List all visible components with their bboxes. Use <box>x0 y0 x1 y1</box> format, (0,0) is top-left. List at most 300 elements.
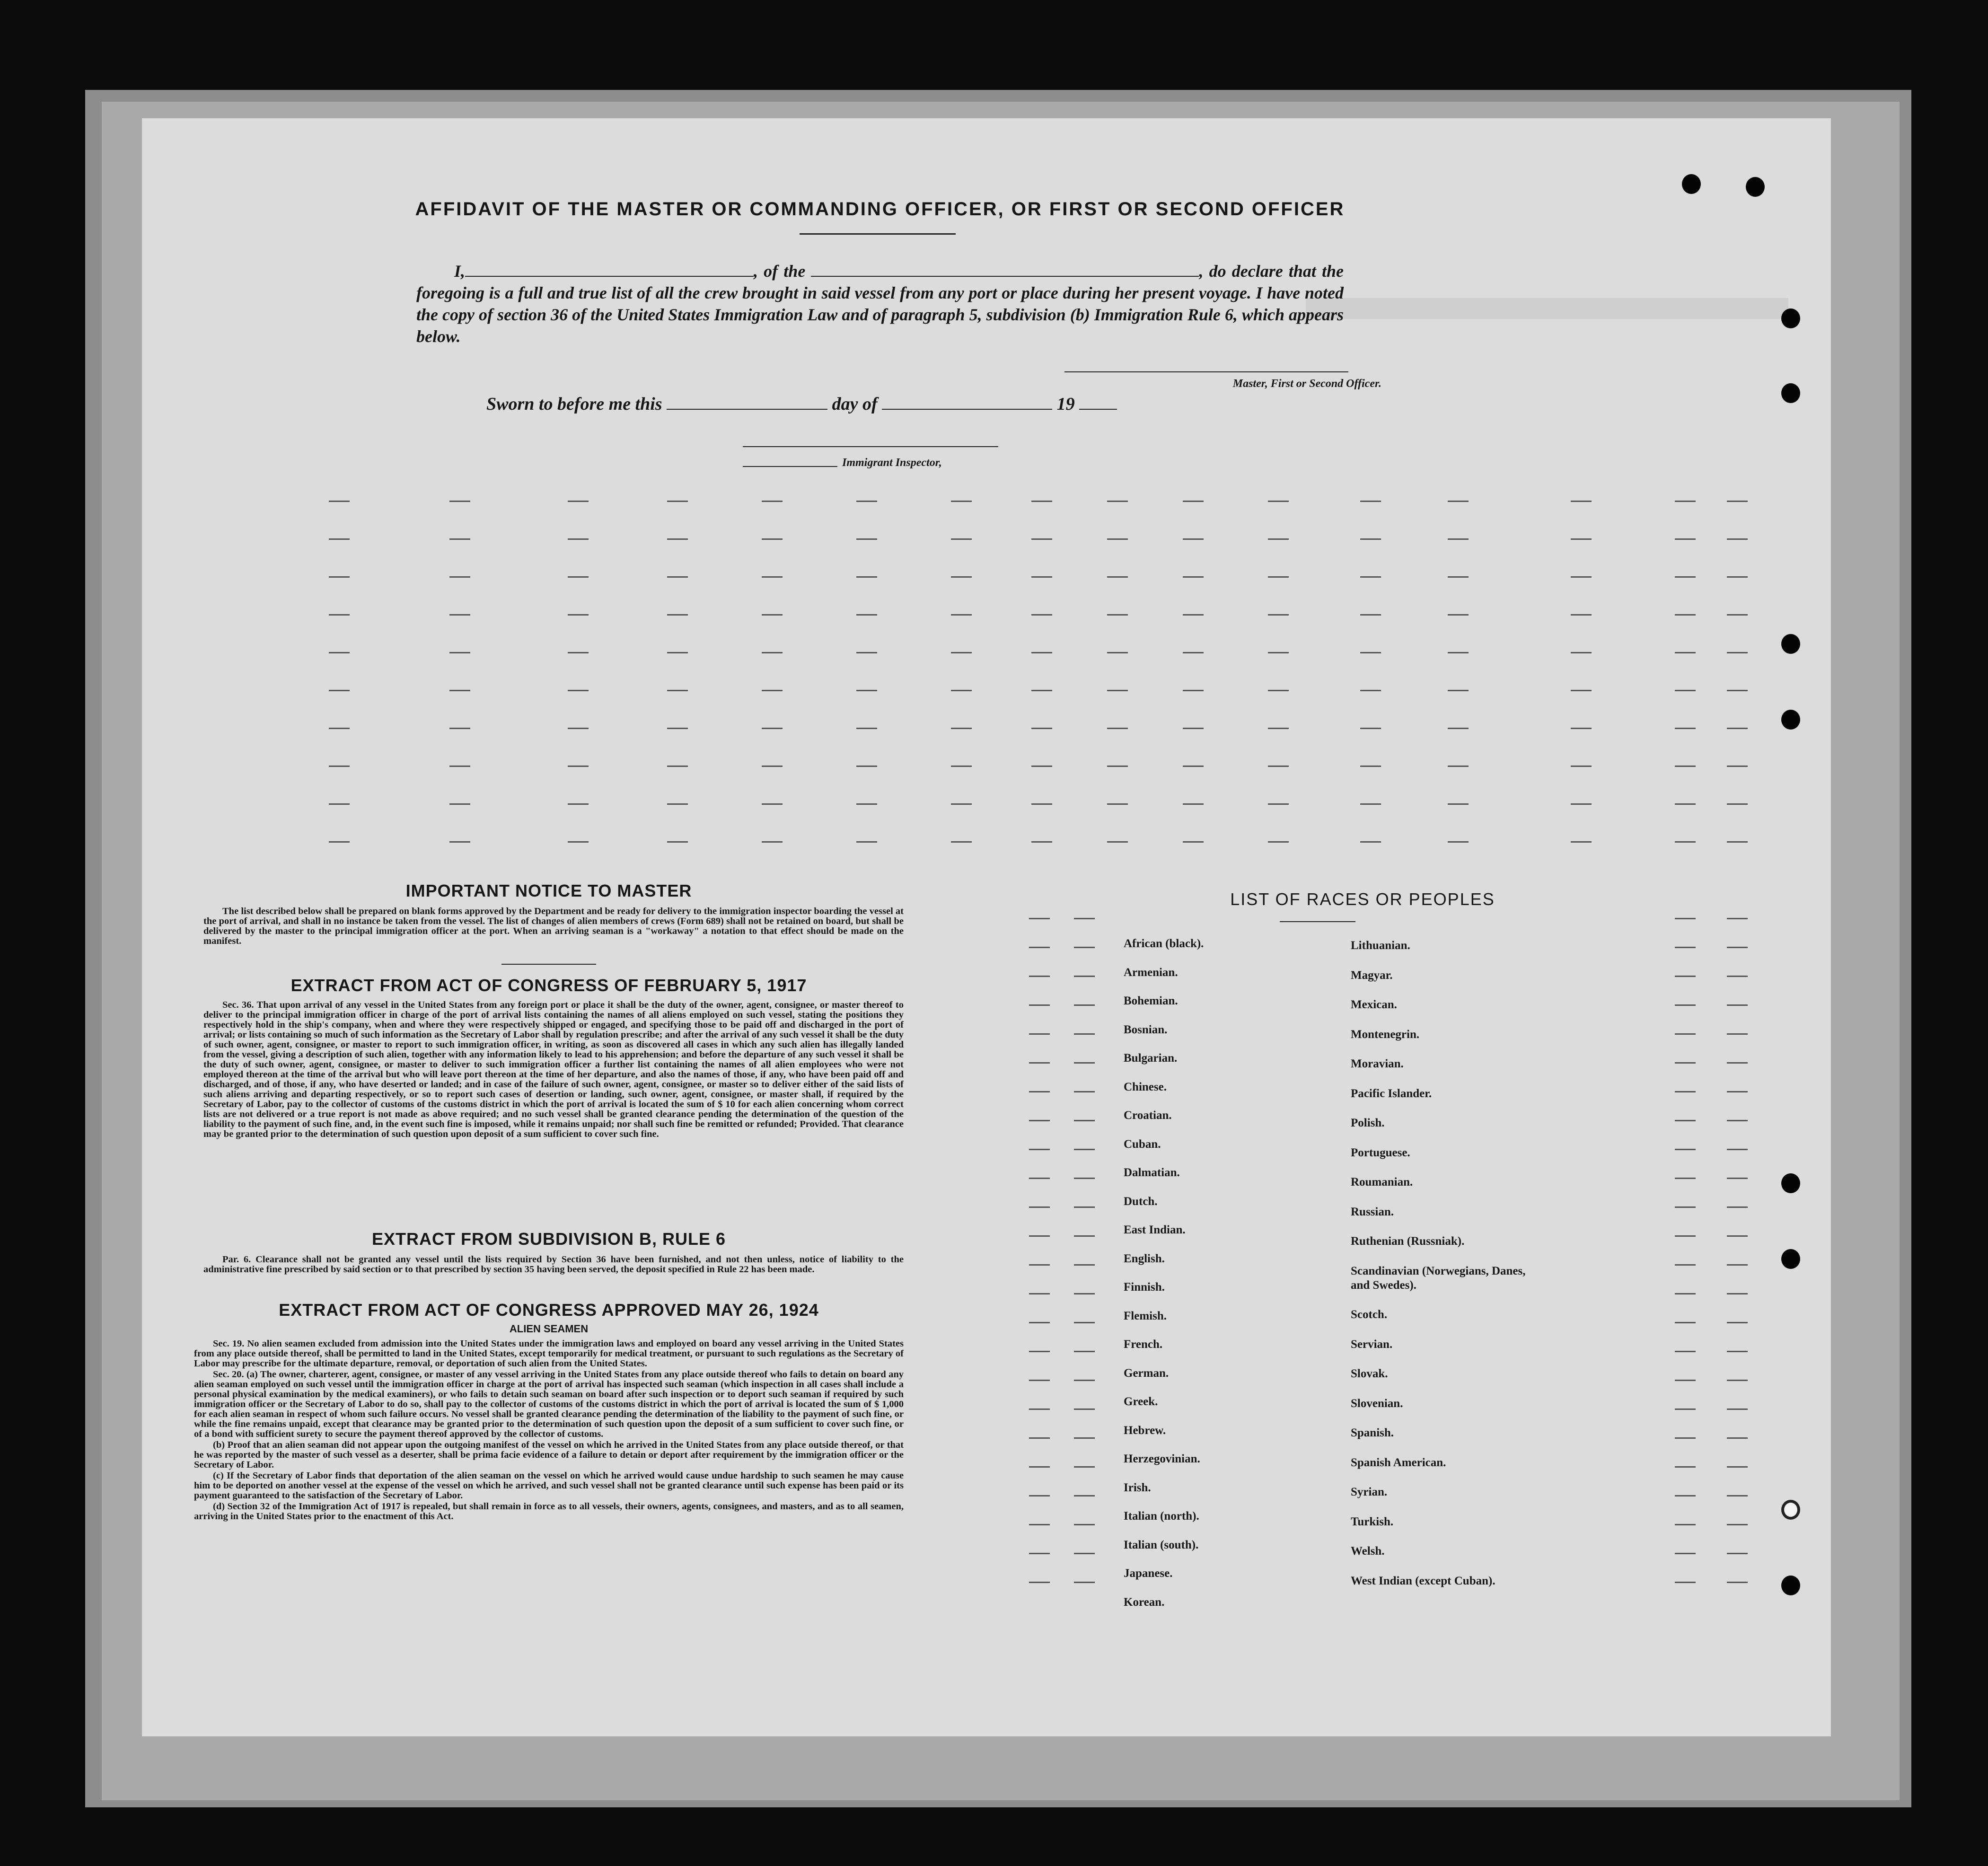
ghost-dash <box>1074 1004 1095 1006</box>
ghost-dash <box>1268 728 1289 729</box>
ghost-dash <box>1074 1178 1095 1179</box>
ghost-dash <box>1675 1033 1696 1035</box>
ghost-dash <box>1029 1178 1050 1179</box>
ghost-dash <box>449 614 470 616</box>
name-blank <box>465 262 754 277</box>
ghost-dash <box>1448 803 1469 805</box>
race-item: East Indian. <box>1124 1223 1186 1236</box>
ghost-dash <box>449 803 470 805</box>
ghost-dash <box>762 690 783 691</box>
race-item: German. <box>1124 1366 1169 1380</box>
ghost-dash <box>329 614 350 616</box>
ghost-dash <box>329 803 350 805</box>
ghost-dash <box>1183 576 1204 578</box>
ghost-dash <box>1074 1091 1095 1092</box>
act-1924-paragraph: Sec. 20. (a) The owner, charterer, agent, consignee, or master of any vessel arriving in the United States from any place outside thereof who fails to detain on board any alien seaman employed on such vessel until the immigration officer in charge at the port of arrival has inspected such seaman (which inspection in all cases shall include a personal physical examination by the medical examiners), or who fails to detain such seaman on board after such inspection or to deport such seaman if required by such immigration officer or the Secretary of Labor to do so, shall pay to the collector of customs of the customs district in which the port of arrival is located the sum of $ 1,000 for each alien seaman in respect of whom such failure occurs. No vessel shall be granted clearance pending the determination of the liability to the payment of such fine, or while the fine remains unpaid, except that clearance may be granted prior to the determination of such question upon the deposit of a sum sufficient to cover such fine, or of a bond with sufficient surety to secure the payment thereof approved by the collector of customs. <box>194 1369 904 1439</box>
ghost-dash <box>1727 1004 1748 1006</box>
ghost-dash <box>951 538 972 540</box>
ghost-dash <box>1727 1524 1748 1525</box>
ghost-dash <box>1727 976 1748 977</box>
ghost-dash <box>568 576 589 578</box>
ghost-dash <box>1675 803 1696 805</box>
ghost-dash <box>1727 803 1748 805</box>
ghost-dash <box>1675 1062 1696 1064</box>
ghost-dash <box>329 576 350 578</box>
act-1924-text <box>194 1339 904 1523</box>
ghost-dash <box>1727 1235 1748 1237</box>
ghost-dash <box>1074 976 1095 977</box>
ghost-dash <box>856 766 877 767</box>
ghost-dash <box>1727 1553 1748 1554</box>
ghost-dash <box>856 803 877 805</box>
race-item: Cuban. <box>1124 1137 1161 1151</box>
ghost-dash <box>568 652 589 653</box>
ghost-dash <box>667 803 688 805</box>
ghost-dash <box>1074 1437 1095 1439</box>
ghost-dash <box>667 538 688 540</box>
ghost-dash <box>1268 690 1289 691</box>
ghost-dash <box>1031 841 1052 843</box>
ghost-dash <box>1727 690 1748 691</box>
ghost-dash <box>1727 614 1748 616</box>
ghost-dash <box>1360 538 1381 540</box>
race-item: Servian. <box>1351 1338 1393 1351</box>
ghost-dash <box>1029 1466 1050 1468</box>
ghost-dash <box>1360 652 1381 653</box>
race-item: Lithuanian. <box>1351 939 1410 952</box>
ghost-dash <box>1675 841 1696 843</box>
ghost-dash <box>1571 766 1592 767</box>
ghost-dash <box>856 501 877 502</box>
ghost-dash <box>951 614 972 616</box>
ghost-dash <box>568 841 589 843</box>
punch-hole <box>1781 383 1800 403</box>
ghost-dash <box>329 728 350 729</box>
notice-title: IMPORTANT NOTICE TO MASTER <box>405 881 692 900</box>
ghost-dash <box>1031 728 1052 729</box>
declaration-do-declare: , do declare <box>1199 262 1283 281</box>
ghost-dash <box>1268 538 1289 540</box>
ghost-dash <box>856 841 877 843</box>
ghost-dash <box>1448 690 1469 691</box>
ghost-dash <box>1107 576 1128 578</box>
ghost-dash <box>1675 538 1696 540</box>
race-item: Greek. <box>1124 1395 1158 1408</box>
ghost-dash <box>1074 1408 1095 1410</box>
ghost-dash <box>1727 1466 1748 1468</box>
ghost-dash <box>1675 728 1696 729</box>
ghost-dash <box>1448 652 1469 653</box>
ghost-dash <box>1675 1553 1696 1554</box>
ghost-dash <box>1074 1380 1095 1381</box>
ghost-dash <box>951 728 972 729</box>
ghost-dash <box>1031 690 1052 691</box>
ghost-dash <box>1675 1582 1696 1583</box>
ghost-dash <box>1727 501 1748 502</box>
ghost-dash <box>1675 976 1696 977</box>
declaration-of-the: , of the <box>754 262 806 281</box>
ghost-dash <box>568 766 589 767</box>
race-item: Roumanian. <box>1351 1176 1413 1188</box>
ghost-dash <box>856 652 877 653</box>
ghost-dash <box>1675 1408 1696 1410</box>
ghost-dash <box>1029 1380 1050 1381</box>
notice-text <box>203 907 904 947</box>
ghost-dash <box>1727 576 1748 578</box>
sworn-year: 19 <box>1056 394 1075 414</box>
declaration-body: that the foregoing is a full and true list of all the crew brought in said vessel from any port or place during her present voyage. I have noted the copy of section 36 of the United States Immigration Law and of paragraph 5, subdivision (b) Immigration Rule 6, which appears below. <box>416 262 1344 346</box>
sworn-line <box>486 394 1243 414</box>
punch-hole <box>1781 1500 1800 1520</box>
ghost-dash <box>1675 1293 1696 1294</box>
ghost-dash <box>1448 576 1469 578</box>
ghost-dash <box>951 841 972 843</box>
ghost-dash <box>1074 947 1095 948</box>
ghost-dash <box>951 690 972 691</box>
ghost-dash <box>1074 1495 1095 1496</box>
ghost-dash <box>1727 841 1748 843</box>
notice-paragraph: The list described below shall be prepared on blank forms approved by the Department and be ready for delivery to the immigration inspector boarding the vessel at the port of arrival, and shall in no instance be taken from the vessel. The list of changes of alien members of crews (Form 689) shall not be retained on board, but shall be delivered by the master to the principal immigration officer at the port. When an arriving seaman is a "workaway" a notation to that effect should be made on the manifest. <box>203 906 904 946</box>
ghost-dash <box>449 690 470 691</box>
ghost-dash <box>329 841 350 843</box>
punch-hole <box>1781 1173 1800 1193</box>
ghost-dash <box>951 803 972 805</box>
ghost-dash <box>1360 690 1381 691</box>
race-item: Bulgarian. <box>1124 1052 1178 1065</box>
ghost-dash <box>951 652 972 653</box>
ghost-dash <box>1675 947 1696 948</box>
document-page <box>142 118 1831 1736</box>
ghost-dash <box>1183 538 1204 540</box>
race-item: Italian (north). <box>1124 1510 1199 1523</box>
ghost-dash <box>1268 576 1289 578</box>
race-item: Flemish. <box>1124 1309 1167 1322</box>
vessel-blank <box>811 262 1199 277</box>
ghost-dash <box>667 841 688 843</box>
race-item: Finnish. <box>1124 1281 1165 1294</box>
ghost-dash <box>1029 1004 1050 1006</box>
ghost-dash <box>1107 841 1128 843</box>
ghost-dash <box>1675 1235 1696 1237</box>
ghost-dash <box>568 803 589 805</box>
ghost-dash <box>1727 1178 1748 1179</box>
ghost-dash <box>1675 576 1696 578</box>
ghost-dash <box>1448 538 1469 540</box>
ghost-dash <box>329 652 350 653</box>
ghost-dash <box>762 652 783 653</box>
ghost-dash <box>1727 1206 1748 1208</box>
ghost-dash <box>1074 1351 1095 1352</box>
ghost-dash <box>1029 1235 1050 1237</box>
race-item: Scandinavian (Norwegians, Danes, and Swedes). <box>1351 1264 1526 1292</box>
ghost-dash <box>1675 1351 1696 1352</box>
ghost-dash <box>568 690 589 691</box>
race-item: Mexican. <box>1351 998 1397 1011</box>
ghost-dash <box>1031 501 1052 502</box>
ghost-dash <box>329 690 350 691</box>
ghost-dash <box>1031 766 1052 767</box>
race-item: Hebrew. <box>1124 1424 1166 1437</box>
ghost-dash <box>762 841 783 843</box>
race-item: Slovak. <box>1351 1367 1388 1380</box>
race-item: Croatian. <box>1124 1109 1172 1122</box>
ghost-dash <box>1031 614 1052 616</box>
races-rule <box>1280 921 1355 922</box>
act-1924-paragraph: Sec. 19. No alien seamen excluded from admission into the United States under the immigration laws and employed on board any vessel arriving in the United States from any place outside thereof, shall be permitted to land in the United States, except temporarily for medical treatment, or pursuant to such regulations as the Secretary of Labor may prescribe for the ultimate departure, removal, or deportation of such alien from the United States. <box>194 1338 904 1369</box>
ghost-dash <box>762 766 783 767</box>
ghost-dash <box>1029 1062 1050 1064</box>
ghost-dash <box>1074 1149 1095 1150</box>
ghost-dash <box>1031 652 1052 653</box>
race-item: Russian. <box>1351 1205 1394 1218</box>
ghost-dash <box>1360 576 1381 578</box>
signature-label: Master, First or Second Officer. <box>1232 378 1381 390</box>
ghost-dash <box>1183 614 1204 616</box>
ghost-dash <box>1675 652 1696 653</box>
ghost-dash <box>1029 1408 1050 1410</box>
ghost-dash <box>1031 576 1052 578</box>
ghost-dash <box>449 841 470 843</box>
ghost-dash <box>1675 1206 1696 1208</box>
ghost-dash <box>856 576 877 578</box>
ghost-dash <box>1107 652 1128 653</box>
ghost-dash <box>667 766 688 767</box>
ghost-dash <box>762 728 783 729</box>
ghost-dash <box>1727 1149 1748 1150</box>
ghost-dash <box>1107 803 1128 805</box>
ghost-dash <box>1074 1062 1095 1064</box>
ghost-dash <box>1675 1178 1696 1179</box>
ghost-dash <box>1183 803 1204 805</box>
ghost-dash <box>449 501 470 502</box>
race-item: Spanish American. <box>1351 1456 1446 1469</box>
ghost-dash <box>762 614 783 616</box>
ghost-dash <box>1727 947 1748 948</box>
ghost-dash <box>1727 1062 1748 1064</box>
ghost-dash <box>1727 1091 1748 1092</box>
ghost-dash <box>1268 652 1289 653</box>
ghost-dash <box>1031 803 1052 805</box>
ghost-dash <box>1571 690 1592 691</box>
race-item: African (black). <box>1124 937 1204 950</box>
ghost-dash <box>1727 1264 1748 1266</box>
inspector-prefix-line <box>743 466 837 467</box>
ghost-dash <box>1029 1553 1050 1554</box>
ghost-dash <box>329 538 350 540</box>
ghost-dash <box>1029 918 1050 919</box>
ghost-dash <box>667 576 688 578</box>
race-item: Italian (south). <box>1124 1538 1199 1551</box>
notice-rule <box>501 964 596 965</box>
ghost-dash <box>1675 1380 1696 1381</box>
ghost-dash <box>1448 501 1469 502</box>
race-item: Herzegovinian. <box>1124 1452 1200 1465</box>
ghost-dash <box>1727 1437 1748 1439</box>
sworn-day-of: day of <box>832 394 878 414</box>
ghost-dash <box>1675 918 1696 919</box>
ghost-dash <box>1029 1495 1050 1496</box>
ghost-dash <box>1074 1206 1095 1208</box>
ghost-dash <box>762 576 783 578</box>
act-1924-paragraph: (d) Section 32 of the Immigration Act of 1917 is repealed, but shall remain in force as to all vessels, their owners, agents, consignees, and masters, and as to all seamen, arriving in the United States prior to the enactment of this Act. <box>194 1501 904 1522</box>
race-item: Bohemian. <box>1124 995 1178 1007</box>
ghost-dash <box>667 690 688 691</box>
ghost-dash <box>1727 1495 1748 1496</box>
ghost-dash <box>1029 1437 1050 1439</box>
punch-hole <box>1746 177 1765 197</box>
ghost-dash <box>449 652 470 653</box>
ghost-dash <box>1183 501 1204 502</box>
ghost-dash <box>449 728 470 729</box>
ghost-dash <box>1571 728 1592 729</box>
rule-6-text <box>203 1255 904 1276</box>
race-item: West Indian (except Cuban). <box>1351 1574 1495 1587</box>
ghost-dash <box>1029 1524 1050 1525</box>
ghost-dash <box>1074 1264 1095 1266</box>
race-item: Scotch. <box>1351 1308 1388 1321</box>
punch-hole <box>1781 308 1800 328</box>
ghost-dash <box>1675 690 1696 691</box>
ghost-dash <box>1727 1351 1748 1352</box>
act-1924-paragraph: (b) Proof that an alien seaman did not appear upon the outgoing manifest of the vessel on which he arrived in the United States from any place outside thereof, or that he was reported by the master of such vessel as a deserter, shall be prima facie evidence of a failure to detain or deport after requirement by the immigration officer or the Secretary of Labor. <box>194 1440 904 1470</box>
ghost-dash <box>449 576 470 578</box>
signature-line <box>1064 371 1348 372</box>
ghost-dash <box>568 501 589 502</box>
ghost-dash <box>762 501 783 502</box>
ghost-dash <box>1675 766 1696 767</box>
ghost-dash <box>1727 1582 1748 1583</box>
ghost-dash <box>1074 1293 1095 1294</box>
ghost-dash <box>1571 652 1592 653</box>
ghost-dash <box>1268 614 1289 616</box>
bleed-through-header <box>1306 298 1788 319</box>
ghost-dash <box>1074 1582 1095 1583</box>
ghost-dash <box>1074 1466 1095 1468</box>
ghost-dash <box>1268 841 1289 843</box>
ghost-dash <box>1029 1264 1050 1266</box>
affidavit-title: AFFIDAVIT OF THE MASTER OR COMMANDING OFFICER, OR FIRST OR SECOND OFFICER <box>415 199 1345 220</box>
ghost-dash <box>667 614 688 616</box>
ghost-dash <box>329 766 350 767</box>
ghost-dash <box>951 576 972 578</box>
ghost-dash <box>1675 1437 1696 1439</box>
ghost-dash <box>951 501 972 502</box>
month-blank <box>882 395 1052 410</box>
ghost-dash <box>1074 1524 1095 1525</box>
ghost-dash <box>1727 1120 1748 1121</box>
ghost-dash <box>856 690 877 691</box>
race-item: Irish. <box>1124 1481 1151 1494</box>
ghost-dash <box>1571 841 1592 843</box>
ghost-dash <box>568 728 589 729</box>
ghost-dash <box>1571 501 1592 502</box>
inspector-signature-line <box>743 446 998 447</box>
ghost-dash <box>1107 690 1128 691</box>
declaration-start: I, <box>454 262 466 281</box>
ghost-dash <box>1074 1235 1095 1237</box>
act-1924-title: EXTRACT FROM ACT OF CONGRESS APPROVED MAY 26, 1924 <box>279 1300 819 1320</box>
ghost-dash <box>1183 841 1204 843</box>
race-item: Slovenian. <box>1351 1397 1403 1410</box>
race-item: Pacific Islander. <box>1351 1087 1432 1100</box>
ghost-dash <box>1727 728 1748 729</box>
ghost-dash <box>449 538 470 540</box>
ghost-dash <box>1183 690 1204 691</box>
rule-6-paragraph: Par. 6. Clearance shall not be granted any vessel until the lists required by Section 36 have been furnished, and not then unless, notice of liability to the administrative fine prescribed by said section or to that prescribed by section 35 having been served, the deposit specified in Rule 22 has been made. <box>203 1254 904 1275</box>
punch-hole <box>1781 1249 1800 1269</box>
title-rule <box>800 233 956 235</box>
ghost-dash <box>1183 766 1204 767</box>
ghost-dash <box>1675 1524 1696 1525</box>
ghost-dash <box>1675 1004 1696 1006</box>
ghost-dash <box>1360 501 1381 502</box>
ghost-dash <box>1107 766 1128 767</box>
ghost-dash <box>1675 1466 1696 1468</box>
ghost-dash <box>1727 1293 1748 1294</box>
ghost-dash <box>1727 1322 1748 1323</box>
ghost-dash <box>762 803 783 805</box>
ghost-dash <box>1029 1582 1050 1583</box>
ghost-dash <box>1183 728 1204 729</box>
race-item: Welsh. <box>1351 1545 1385 1558</box>
ghost-dash <box>1107 538 1128 540</box>
ghost-dash <box>1029 1149 1050 1150</box>
race-item: Spanish. <box>1351 1426 1394 1439</box>
ghost-dash <box>951 766 972 767</box>
ghost-dash <box>1074 1120 1095 1121</box>
punch-hole <box>1781 710 1800 730</box>
ghost-dash <box>1675 1264 1696 1266</box>
ghost-dash <box>1571 576 1592 578</box>
punch-hole <box>1682 174 1701 194</box>
ghost-dash <box>1448 841 1469 843</box>
ghost-dash <box>1183 652 1204 653</box>
ghost-dash <box>1675 1322 1696 1323</box>
race-item: Syrian. <box>1351 1486 1388 1498</box>
ghost-dash <box>1675 1495 1696 1496</box>
race-item: Portuguese. <box>1351 1146 1410 1159</box>
ghost-dash <box>1029 1351 1050 1352</box>
inspector-label: Immigrant Inspector, <box>842 457 942 469</box>
ghost-dash <box>1031 538 1052 540</box>
sworn-prefix: Sworn to before me this <box>486 394 662 414</box>
punch-hole <box>1781 634 1800 654</box>
ghost-dash <box>1268 766 1289 767</box>
ghost-dash <box>1360 841 1381 843</box>
race-item: Armenian. <box>1124 966 1178 979</box>
ghost-dash <box>568 538 589 540</box>
ghost-dash <box>1360 803 1381 805</box>
race-item: Korean. <box>1124 1595 1165 1609</box>
ghost-dash <box>1675 1091 1696 1092</box>
rule-6-title: EXTRACT FROM SUBDIVISION B, RULE 6 <box>371 1229 726 1249</box>
ghost-dash <box>1727 538 1748 540</box>
ghost-dash <box>1675 1120 1696 1121</box>
day-blank <box>667 395 827 410</box>
ghost-dash <box>1360 614 1381 616</box>
affidavit-declaration <box>416 260 1344 347</box>
race-item: Montenegrin. <box>1351 1028 1420 1041</box>
ghost-dash <box>1448 614 1469 616</box>
ghost-dash <box>1727 1380 1748 1381</box>
ghost-dash <box>1074 918 1095 919</box>
ghost-dash <box>667 728 688 729</box>
ghost-dash <box>667 652 688 653</box>
ghost-dash <box>1360 766 1381 767</box>
race-item: Bosnian. <box>1124 1023 1168 1036</box>
ghost-dash <box>1727 1408 1748 1410</box>
act-1917-title: EXTRACT FROM ACT OF CONGRESS OF FEBRUARY 5, 1917 <box>290 976 807 995</box>
